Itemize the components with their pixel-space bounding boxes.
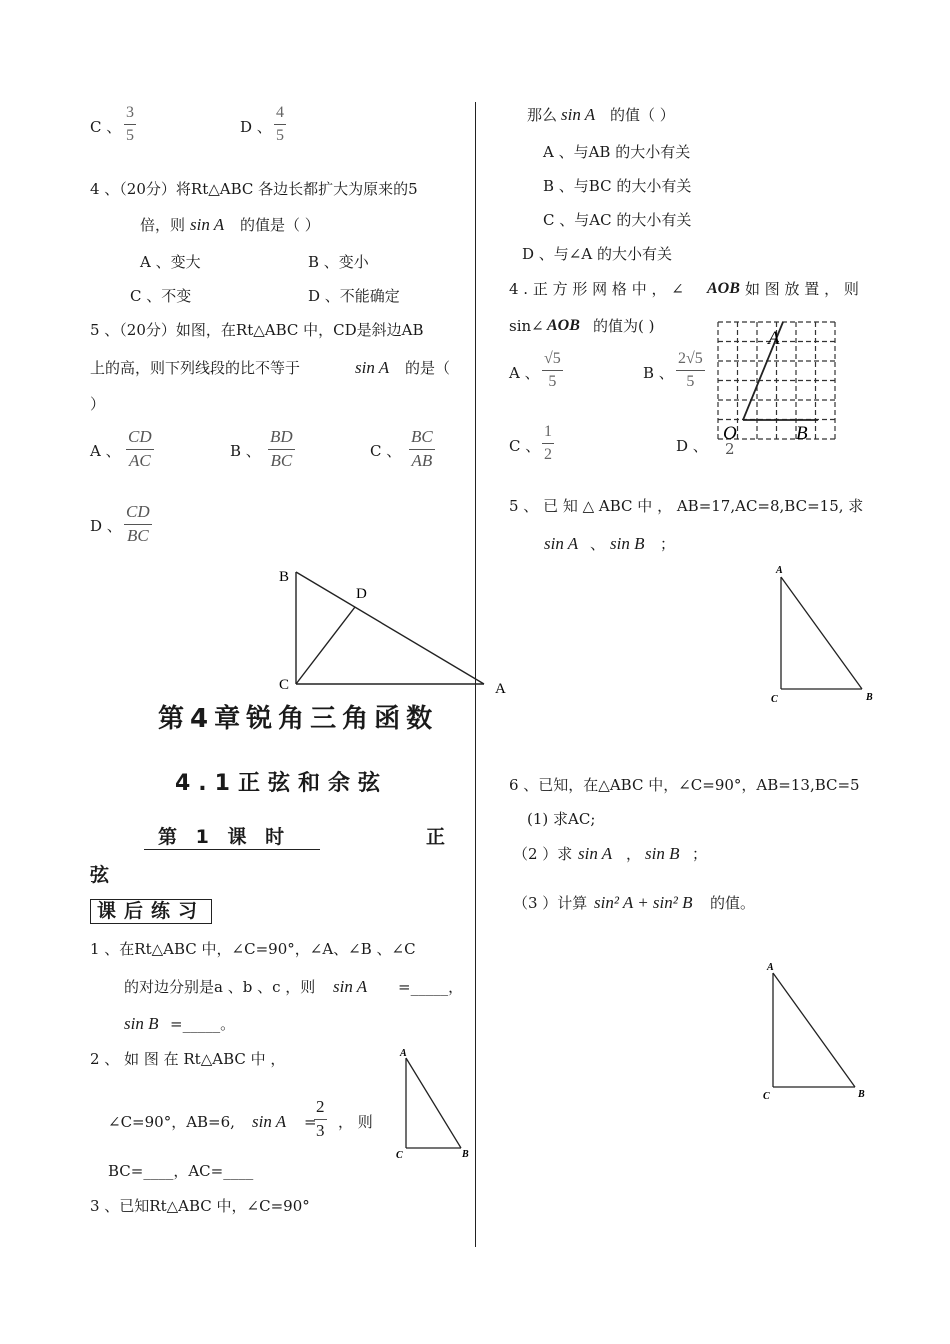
q5-label-c: C [279,677,290,693]
e4-option-c-label: C 、 [509,437,541,455]
e3-option-c: C 、与AC 的大小有关 [543,211,692,229]
e2-label-b: B [462,1149,469,1160]
e2-line2-pre: ∠C=90°，AB=6, [108,1113,235,1131]
e6-end: ； [692,845,708,863]
e3-cont-line1-pre: 那么 [527,106,558,124]
e4-line2-pre: sin∠ [509,317,544,335]
q4-line2-post: 的值是（ ） [240,216,320,234]
e5-sin-b: sin B [610,534,645,553]
q5-line3: ） [90,395,106,413]
e2-fraction: $\frac{2}{3}$ [316,1097,325,1140]
e3-option-a: A 、与AB 的大小有关 [543,143,691,161]
e4-line2-post: 的值为( ) [593,317,655,335]
e4-option-d-label: D 、 [676,437,708,455]
e4-option-d-value: 2 [725,440,735,458]
e4-line1: 4 . 正 方 形 网 格 中 ， ∠ [509,280,684,298]
e6-part3-pre: （3 ）计算 [513,894,588,912]
e1-sin-a: sin A [333,977,368,996]
e6-part3-post: 的值。 [710,894,756,912]
q4-line1: 4 、（20分）将Rt△ABC 各边长都扩大为原来的5 [90,180,418,198]
q5-option-a-fraction: $\frac{CD}{AC}$ [128,427,152,470]
lesson-title-continued: 弦 [90,864,116,886]
lesson-title-right: 正 [426,826,452,848]
e4-angle-aob-2: AOB [547,317,580,334]
practice-box: 课后练习 [90,899,212,924]
q4-option-a: A 、变大 [140,253,201,271]
q5-line2-pre: 上的高，则下列线段的比不等于 [90,359,301,377]
e1-line1: 1 、在Rt△ABC 中，∠C=90°，∠A、∠B 、∠C [90,940,416,958]
q5-line1: 5 、（20分）如图，在Rt△ABC 中，CD是斜边AB [90,321,424,339]
q3-option-c-fraction: $\frac{3}{5}$ [126,104,134,144]
lesson-title: 第 1 课 时 [144,826,320,850]
e1-line2-post: =_____， [398,978,464,996]
e1-line3-post: =_____。 [170,1015,236,1033]
e2-sin-a: sin A [252,1112,287,1131]
section-title: 4.1正弦和余弦 [175,771,388,796]
e6-sin-a: sin A [578,844,613,863]
e6-part2-pre: （2 ）求 [513,845,573,863]
q4-line2-pre: 倍，则 [140,216,186,234]
e1-sin-b: sin B [124,1014,159,1033]
e3-option-d: D 、与∠A 的大小有关 [522,245,672,263]
q3-option-d-label: D 、 [240,118,272,136]
e4-line1-post: 如 图 放 置 ， 则 [745,280,859,298]
e6-sin-b: sin B [645,844,680,863]
e6-label-b: B [858,1089,865,1100]
e2-line2-post: ， 则 [338,1113,373,1131]
e4-label-o: O [723,423,737,444]
q5-option-b-fraction: $\frac{BD}{BC}$ [270,427,293,470]
e6-sep: ， [626,845,642,863]
e1-line2-pre: 的对边分别是a 、b 、c ，则 [124,978,316,996]
e3-line1: 3 、已知Rt△ABC 中，∠C=90° [90,1197,310,1215]
e4-option-c-fraction: $\frac{1}{2}$ [544,423,552,463]
e5-label-b: B [866,692,873,703]
q5-option-a-label: A 、 [90,442,121,460]
e4-option-b-fraction: $\frac{2√5}{5}$ [678,350,703,390]
e5-end: ； [660,535,676,553]
e6-expression: sin² A + sin² B [594,893,693,912]
q5-option-d-label: D 、 [90,517,122,535]
e3-cont-sin-a: sin A [561,105,596,124]
q4-option-d: D 、不能确定 [308,287,400,305]
e2-line1: 2 、 如 图 在 Rt△ABC 中 ， [90,1050,286,1068]
e4-option-b-label: B 、 [643,364,674,382]
e5-label-c: C [771,694,778,705]
q5-label-d: D [356,586,367,602]
q5-option-d-fraction: $\frac{CD}{BC}$ [126,502,150,545]
q4-option-b: B 、变小 [308,253,369,271]
e4-option-a-fraction: $\frac{√5}{5}$ [544,350,561,390]
q5-option-c-label: C 、 [370,442,402,460]
e4-label-a: A [768,328,780,349]
e6-label-c: C [763,1091,770,1102]
q3-option-d-fraction: $\frac{4}{5}$ [276,104,284,144]
e2-label-c: C [396,1150,403,1161]
e6-side-ab [773,973,855,1087]
e5-sin-a: sin A [544,534,579,553]
e3-cont-line1-post: 的值（ ） [610,106,675,124]
e6-part1: (1) 求AC; [527,810,596,828]
q5-sin-a: sin A [355,358,390,377]
e4-angle-aob: AOB [707,280,740,297]
e2-equals: = [304,1113,317,1131]
e4-option-a-label: A 、 [509,364,540,382]
e4-label-b: B [796,423,808,444]
q4-option-c: C 、不变 [130,287,192,305]
e6-label-a: A [767,962,774,973]
q5-option-b-label: B 、 [230,442,261,460]
e6-line1: 6 、已知，在△ABC 中，∠C=90°，AB=13,BC=5 [509,776,860,794]
q5-label-a: A [495,681,506,697]
e3-option-b: B 、与BC 的大小有关 [543,177,692,195]
e5-sep: 、 [590,535,606,553]
e2-line3: BC=____，AC=____ [108,1162,254,1180]
q3-option-c-label: C 、 [90,118,122,136]
q5-line2-post: 的是（ [405,359,451,377]
q4-sin-a: sin A [190,215,225,234]
e5-label-a: A [776,565,783,576]
q5-option-c-fraction: $\frac{BC}{AB}$ [411,427,433,470]
e2-label-a: A [400,1048,407,1059]
q5-label-b: B [279,569,290,585]
chapter-title: 第4章锐角三角函数 [158,704,439,734]
e5-line1: 5 、 已 知 △ ABC 中 ， AB=17,AC=8,BC=15, 求 [509,497,864,515]
